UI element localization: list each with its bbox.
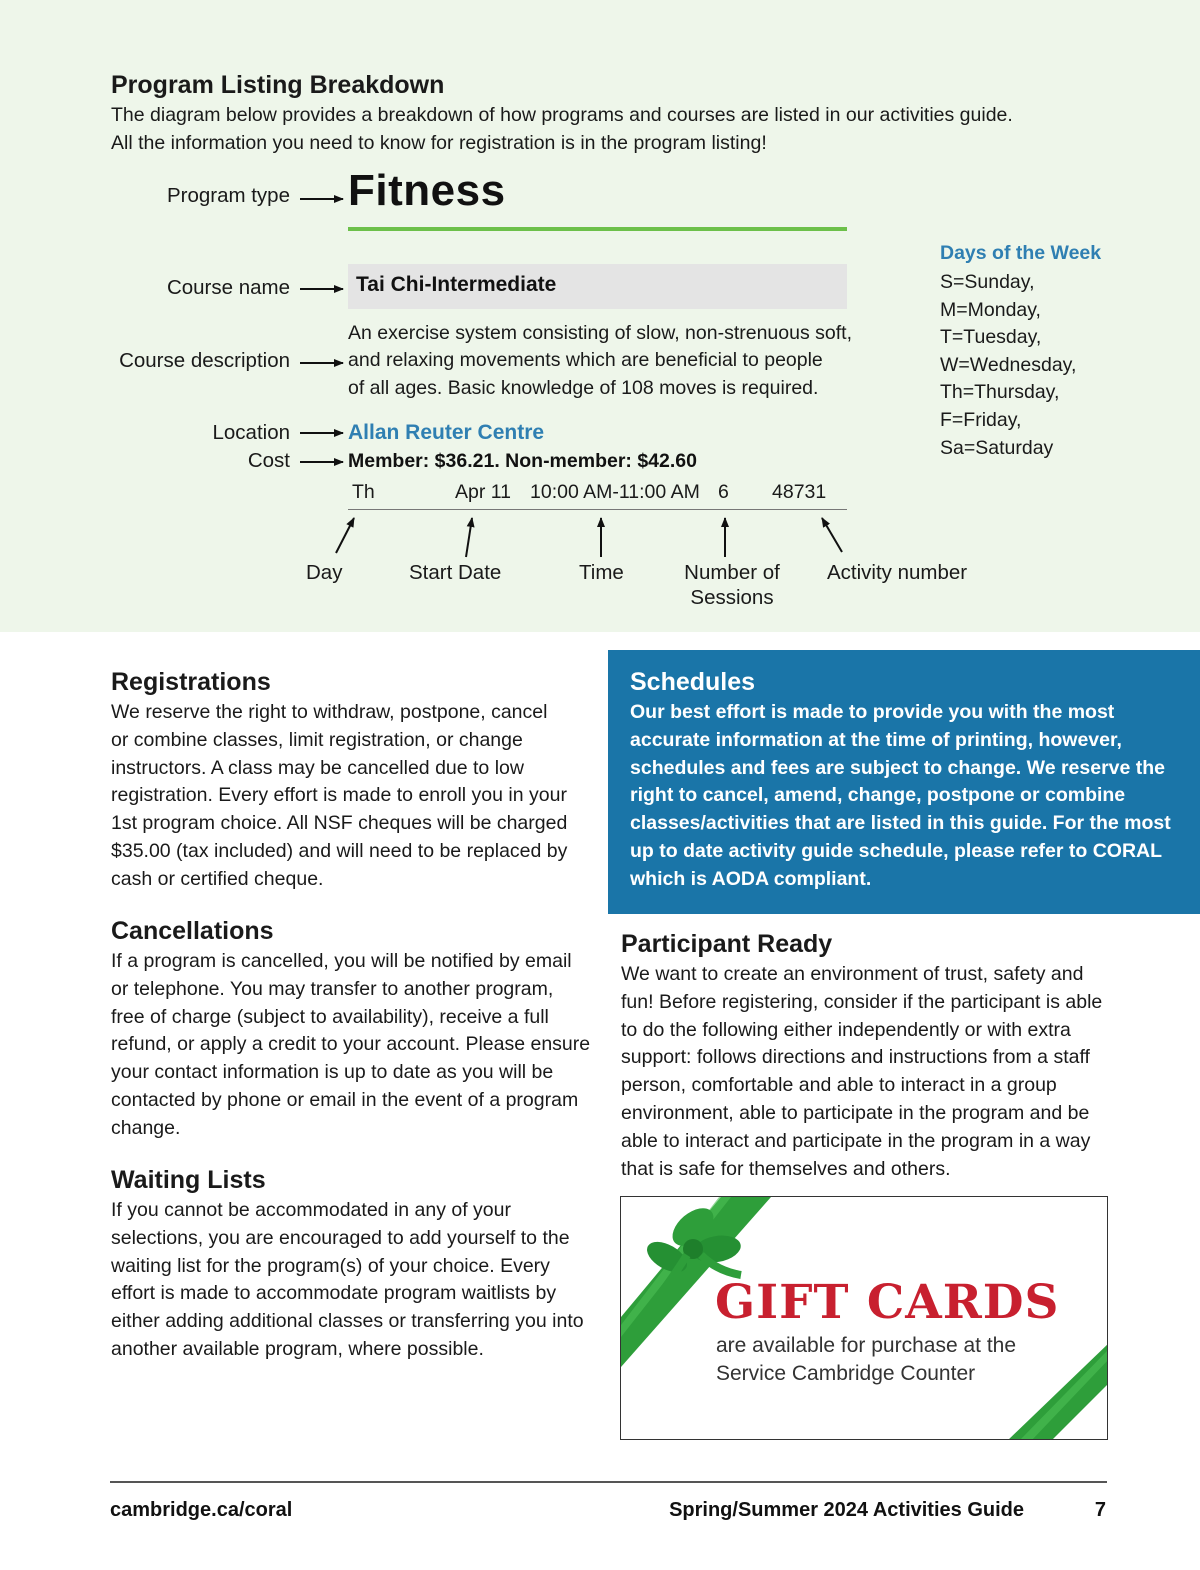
page-number: 7 bbox=[1094, 1499, 1106, 1521]
participant-ready-line: person, comfortable and able to interact in a group bbox=[621, 1074, 1057, 1097]
example-location: Allan Reuter Centre bbox=[348, 421, 545, 444]
participant-ready-line: that is safe for themselves and others. bbox=[621, 1157, 951, 1180]
schedules-line: classes/activities that are listed in this guide. For the most bbox=[630, 812, 1171, 835]
bottom-label-time: Time bbox=[579, 561, 624, 584]
participant-ready-line: to do the following either independently or with extra bbox=[621, 1018, 1071, 1041]
registrations-body bbox=[111, 699, 567, 894]
participant-ready-line: environment, able to participate in the program and be bbox=[621, 1101, 1090, 1124]
arrow-start-date bbox=[466, 518, 472, 557]
cancellations-body bbox=[111, 948, 590, 1143]
footer-divider bbox=[110, 1481, 1107, 1483]
registrations-line: 1st program choice. All NSF cheques will be charged bbox=[111, 812, 568, 835]
example-day: Th bbox=[352, 481, 375, 503]
bottom-label-sessions-line-2: Sessions bbox=[690, 586, 774, 609]
example-start-date: Apr 11 bbox=[455, 481, 512, 503]
registrations-line: cash or certified cheque. bbox=[111, 867, 324, 890]
days-of-week-title: Days of the Week bbox=[940, 242, 1102, 264]
cancellations-line: or telephone. You may transfer to another program, bbox=[111, 977, 554, 1000]
example-sessions: 6 bbox=[718, 481, 729, 503]
footer-guide-title: Spring/Summer 2024 Activities Guide bbox=[669, 1499, 1024, 1521]
gift-cards-line-2: Service Cambridge Counter bbox=[716, 1362, 976, 1385]
example-cost: Member: $36.21. Non-member: $42.60 bbox=[348, 450, 697, 472]
registrations-title: Registrations bbox=[111, 668, 271, 696]
label-course-description: Course description bbox=[119, 349, 290, 372]
registrations-line: registration. Every effort is made to enroll you in your bbox=[111, 784, 567, 807]
participant-ready-body bbox=[621, 961, 1102, 1183]
day-item: W=Wednesday, bbox=[940, 353, 1077, 376]
gift-cards-ad bbox=[620, 1196, 1108, 1440]
schedules-line: accurate information at the time of printing, however, bbox=[630, 728, 1122, 751]
breakdown-intro-line-2: All the information you need to know for registration is in the program listing! bbox=[111, 132, 767, 154]
cancellations-line: refund, or apply a credit to your account. Please ensure bbox=[111, 1033, 591, 1056]
schedules-line: schedules and fees are subject to change. We reserve the bbox=[630, 756, 1166, 779]
participant-ready-line: support: follows directions and instructions from a staff bbox=[621, 1046, 1090, 1069]
schedules-line: which is AODA compliant. bbox=[630, 867, 872, 890]
waiting-lists-body bbox=[111, 1197, 584, 1364]
example-course-name: Tai Chi-Intermediate bbox=[356, 273, 557, 296]
gift-cards-line-1: are available for purchase at the bbox=[716, 1334, 1017, 1357]
waiting-lists-line: effort is made to accommodate program waitlists by bbox=[111, 1282, 557, 1305]
registrations-line: or combine classes, limit registration, or change bbox=[111, 728, 523, 751]
example-time: 10:00 AM-11:00 AM bbox=[530, 481, 700, 503]
waiting-lists-line: selections, you are encouraged to add yourself to the bbox=[111, 1226, 570, 1249]
registrations-line: We reserve the right to withdraw, postpone, cancel bbox=[111, 701, 548, 723]
waiting-lists-line: If you cannot be accommodated in any of your bbox=[111, 1199, 511, 1221]
arrow-activity-number bbox=[822, 518, 842, 552]
participant-ready-title: Participant Ready bbox=[621, 930, 833, 958]
example-activity-number: 48731 bbox=[772, 481, 827, 503]
bottom-label-day: Day bbox=[306, 561, 343, 584]
participant-ready-line: We want to create an environment of trust, safety and bbox=[621, 963, 1084, 985]
cancellations-line: contacted by phone or email in the event of a program bbox=[111, 1088, 579, 1111]
waiting-lists-line: waiting list for the program(s) of your choice. Every bbox=[111, 1254, 550, 1277]
label-cost: Cost bbox=[247, 449, 290, 472]
day-item: S=Sunday, bbox=[940, 271, 1035, 293]
day-item: F=Friday, bbox=[940, 408, 1022, 431]
registrations-line: $35.00 (tax included) and will need to be replaced by bbox=[111, 839, 568, 862]
example-description-line-3: of all ages. Basic knowledge of 108 moves is required. bbox=[348, 377, 819, 399]
day-item: Th=Thursday, bbox=[940, 381, 1060, 404]
day-item: Sa=Saturday bbox=[940, 436, 1054, 459]
bottom-label-sessions bbox=[681, 560, 783, 610]
footer-website[interactable]: cambridge.ca/coral bbox=[110, 1499, 293, 1521]
waiting-lists-line: either adding additional classes or transferring you into bbox=[111, 1310, 584, 1333]
day-item: M=Monday, bbox=[940, 298, 1041, 321]
schedules-line: right to cancel, amend, change, postpone or combine bbox=[630, 784, 1126, 807]
label-course-name: Course name bbox=[166, 276, 290, 299]
waiting-lists-line: another available program, where possible. bbox=[111, 1337, 484, 1360]
cancellations-title: Cancellations bbox=[111, 917, 274, 945]
breakdown-intro-line-1: The diagram below provides a breakdown of how programs and courses are listed in our activities guide. bbox=[111, 104, 1013, 126]
example-program-type: Fitness bbox=[348, 166, 506, 215]
schedules-title: Schedules bbox=[630, 668, 756, 696]
bottom-label-activity-number: Activity number bbox=[827, 561, 968, 584]
bottom-label-start-date: Start Date bbox=[409, 561, 502, 584]
schedules-body bbox=[630, 699, 1171, 894]
registrations-line: instructors. A class may be cancelled due to low bbox=[111, 756, 524, 779]
example-description-line-2: and relaxing movements which are beneficial to people bbox=[348, 349, 823, 371]
cancellations-line: If a program is cancelled, you will be notified by email bbox=[111, 950, 572, 972]
participant-ready-line: fun! Before registering, consider if the participant is able bbox=[621, 990, 1103, 1013]
breakdown-title: Program Listing Breakdown bbox=[111, 71, 445, 99]
cancellations-line: free of charge (subject to availability), receive a full bbox=[111, 1005, 549, 1028]
schedules-line: Our best effort is made to provide you with the most bbox=[630, 701, 1115, 723]
day-item: T=Tuesday, bbox=[940, 326, 1042, 349]
participant-ready-line: able to interact and participate in the program in a way bbox=[621, 1129, 1091, 1152]
cancellations-line: change. bbox=[111, 1116, 181, 1139]
days-of-week-list bbox=[940, 269, 1076, 462]
bottom-label-sessions-line-1: Number of bbox=[684, 561, 780, 584]
schedules-line: up to date activity guide schedule, please refer to CORAL bbox=[630, 839, 1163, 862]
example-description-line-1: An exercise system consisting of slow, non-strenuous soft, bbox=[348, 322, 852, 344]
label-location: Location bbox=[212, 421, 290, 444]
waiting-lists-title: Waiting Lists bbox=[111, 1166, 266, 1194]
arrow-day bbox=[336, 518, 354, 553]
label-program-type: Program type bbox=[166, 184, 290, 207]
cancellations-line: your contact information is up to date as you will be bbox=[111, 1061, 554, 1084]
gift-cards-title: GIFT CARDS bbox=[715, 1275, 1060, 1330]
